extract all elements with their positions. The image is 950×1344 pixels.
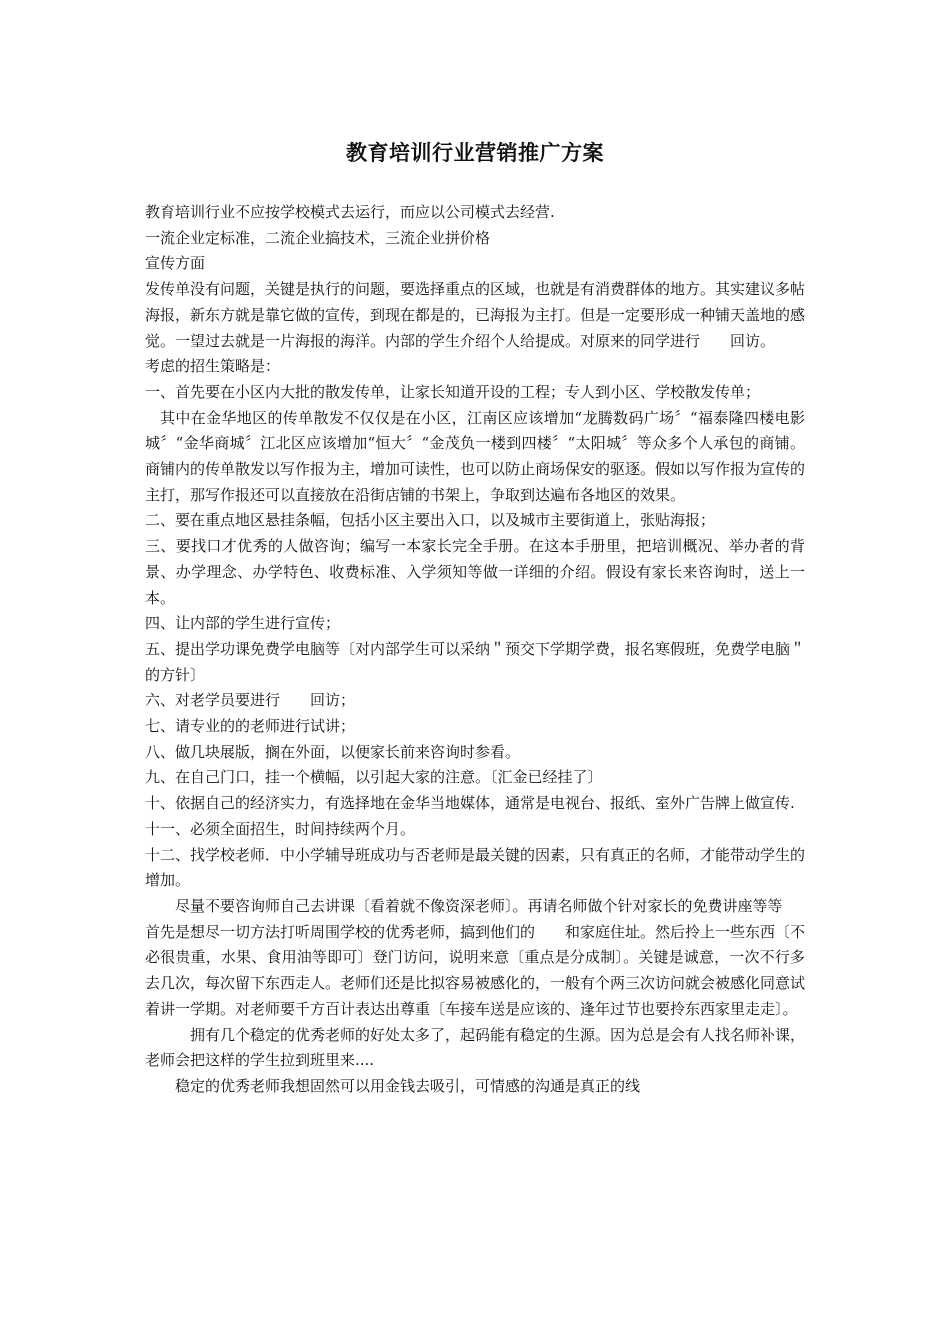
list-item-1: 一、首先要在小区内大批的散发传单，让家长知道开设的工程；专人到小区、学校散发传单；: [145, 382, 761, 401]
paragraph-jinhua-flyers: 其中在金华地区的传单散发不仅仅是在小区，江南区应该增加“龙腾数码广场〞“福泰隆四楼电影城〞“金华商城〞江北区应该增加“恒大〞“金茂负一楼到四楼〞“太阳城〞等众多个人承包的商铺。商铺内的传单散发以写作报为主，增加可读性，也可以防止商场保安的驱逐。假如以写作报为宣传的主打，那写作报还可以直接放在沿街店铺的书架上，争取到达遍布各地区的效果。: [145, 408, 806, 504]
paragraph-stable-teachers: 拥有几个稳定的优秀老师的好处太多了，起码能有稳定的生源。因为总是会有人找名师补课，老师会把这样的学生拉到班里来....: [145, 1025, 806, 1070]
paragraph-intro: 教育培训行业不应按学校模式去运行，而应以公司模式去经营.: [145, 203, 555, 221]
list-item-9: 九、在自己门口，挂一个横幅，以引起大家的注意。〔汇金已经挂了〕: [145, 768, 603, 787]
paragraph-lectures: 尽量不要咨询师自己去讲课〔看着就不像资深老师〕。再请名师做个针对家长的免费讲座等等: [175, 896, 783, 915]
paragraph-recruit-teachers: 首先是想尽一切方法打听周围学校的优秀老师，搞到他们的 和家庭住址。然后拎上一些东西〔不必很贵重，水果、食用油等即可〕登门访问，说明来意〔重点是分成制〕。关键是诚意，一次不行多去几次，每次留下东西走人。老师们还是比拟容易被感化的，一般有个两三次访问就会被感化同意试着讲一学期。对老师要千方百计表达出尊重〔车接车送是应该的、逢年过节也要拎东西家里走走〕。: [145, 922, 806, 1018]
list-item-11: 十一、必须全面招生，时间持续两个月。: [145, 819, 416, 838]
paragraph-strategy-heading: 考虑的招生策略是：: [145, 357, 281, 376]
paragraph-slogan: 一流企业定标准，二流企业搞技术，三流企业拼价格: [145, 228, 491, 247]
document-body: [145, 200, 805, 1100]
document-title: 教育培训行业营销推广方案: [346, 140, 604, 165]
list-item-4: 四、让内部的学生进行宣传；: [145, 614, 341, 633]
list-item-2: 二、要在重点地区悬挂条幅，包括小区主要出入口，以及城市主要街道上，张贴海报；: [145, 511, 716, 530]
list-item-10: 十、依据自己的经济实力，有选择地在金华当地媒体，通常是电视台、报纸、室外广告牌上做宣传.: [145, 794, 795, 813]
list-item-5: 五、提出学功课免费学电脑等〔对内部学生可以采纳＂预交下学期学费，报名寒假班，免费学电脑＂的方针〕: [145, 639, 806, 684]
list-item-3: 三、要找口才优秀的人做咨询；编写一本家长完全手册。在这本手册里，把培训概况、举办者的背景、办学理念、办学特色、收费标准、入学须知等做一详细的介绍。假设有家长来咨询时，送上一本。: [145, 537, 805, 607]
list-item-7: 七、请专业的的老师进行试讲；: [145, 717, 356, 736]
paragraph-flyers: 发传单没有问题，关键是执行的问题，要选择重点的区域，也就是有消费群体的地方。其实建议多帖海报，新东方就是靠它做的宣传，到现在都是的，已海报为主打。但是一定要形成一种铺天盖地的感觉。一望过去就是一片海报的海洋。内部的学生介绍个人给提成。对原来的同学进行 回访。: [145, 280, 806, 350]
section-heading-publicity: 宣传方面: [145, 254, 206, 273]
list-item-12: 十二、找学校老师．中小学辅导班成功与否老师是最关键的因素，只有真正的名师，才能带动学生的增加。: [145, 845, 806, 890]
list-item-8: 八、做几块展版，搁在外面，以便家长前来咨询时参看。: [145, 742, 521, 761]
list-item-6: 六、对老学员要进行 回访；: [145, 691, 356, 710]
paragraph-emotional-bond: 稳定的优秀老师我想固然可以用金钱去吸引，可情感的沟通是真正的线: [175, 1076, 641, 1095]
